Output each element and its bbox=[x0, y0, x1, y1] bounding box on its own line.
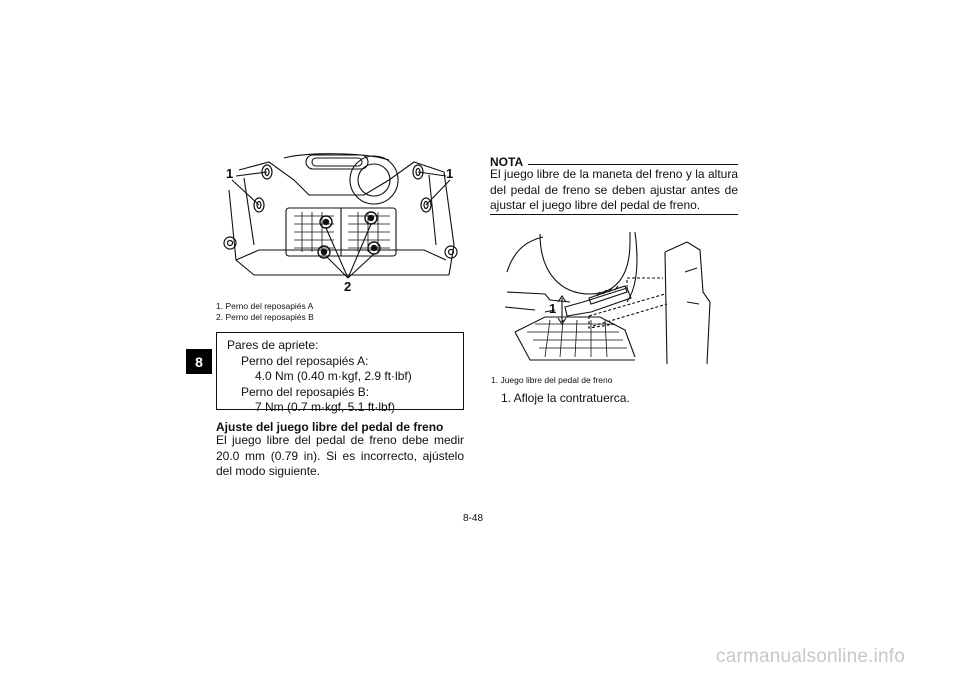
figure-left-caption bbox=[216, 301, 314, 323]
torque-specification-box bbox=[216, 332, 464, 414]
torque-title: Pares de apriete: bbox=[227, 338, 319, 352]
watermark: carmanualsonline.info bbox=[716, 646, 906, 667]
chapter-tab: 8 bbox=[186, 349, 212, 374]
page-number: 8-48 bbox=[463, 513, 484, 524]
brake-pedal-illustration bbox=[505, 232, 715, 366]
torque-item-b-value: 7 Nm (0.7 m·kgf, 5.1 ft·lbf) bbox=[255, 400, 396, 414]
torque-item-a-value: 4.0 Nm (0.40 m·kgf, 2.9 ft·lbf) bbox=[255, 369, 412, 383]
caption-item-2: 2. Perno del reposapiés B bbox=[216, 312, 314, 322]
callout-pedal-free-play: 1 bbox=[549, 301, 557, 316]
footrest-bolts-illustration bbox=[214, 150, 464, 298]
torque-item-a-label: Perno del reposapiés A: bbox=[241, 353, 369, 368]
callout-bolt-b: 2 bbox=[344, 279, 352, 294]
section-body: El juego libre del pedal de freno debe medir 20.0 mm (0.79 in). Si es incorrecto, ajústelo del modo siguiente. bbox=[216, 433, 464, 478]
callout-bolt-a-right: 1 bbox=[446, 166, 454, 181]
note-top-rule bbox=[528, 164, 738, 165]
callout-bolt-a-left: 1 bbox=[226, 166, 234, 181]
step-1: 1. Afloje la contratuerca. bbox=[501, 391, 630, 405]
torque-item-b-label: Perno del reposapiés B: bbox=[241, 384, 370, 399]
figure-right-caption: 1. Juego libre del pedal de freno bbox=[491, 375, 613, 385]
caption-item-1: 1. Perno del reposapiés A bbox=[216, 301, 314, 311]
section-heading: Ajuste del juego libre del pedal de freno bbox=[216, 420, 444, 434]
note-body: El juego libre de la maneta del freno y la altura del pedal de freno se deben ajustar antes de ajustar el juego libre del pedal de freno. bbox=[490, 167, 738, 212]
note-bottom-rule bbox=[490, 214, 738, 215]
note-title: NOTA bbox=[490, 155, 524, 169]
